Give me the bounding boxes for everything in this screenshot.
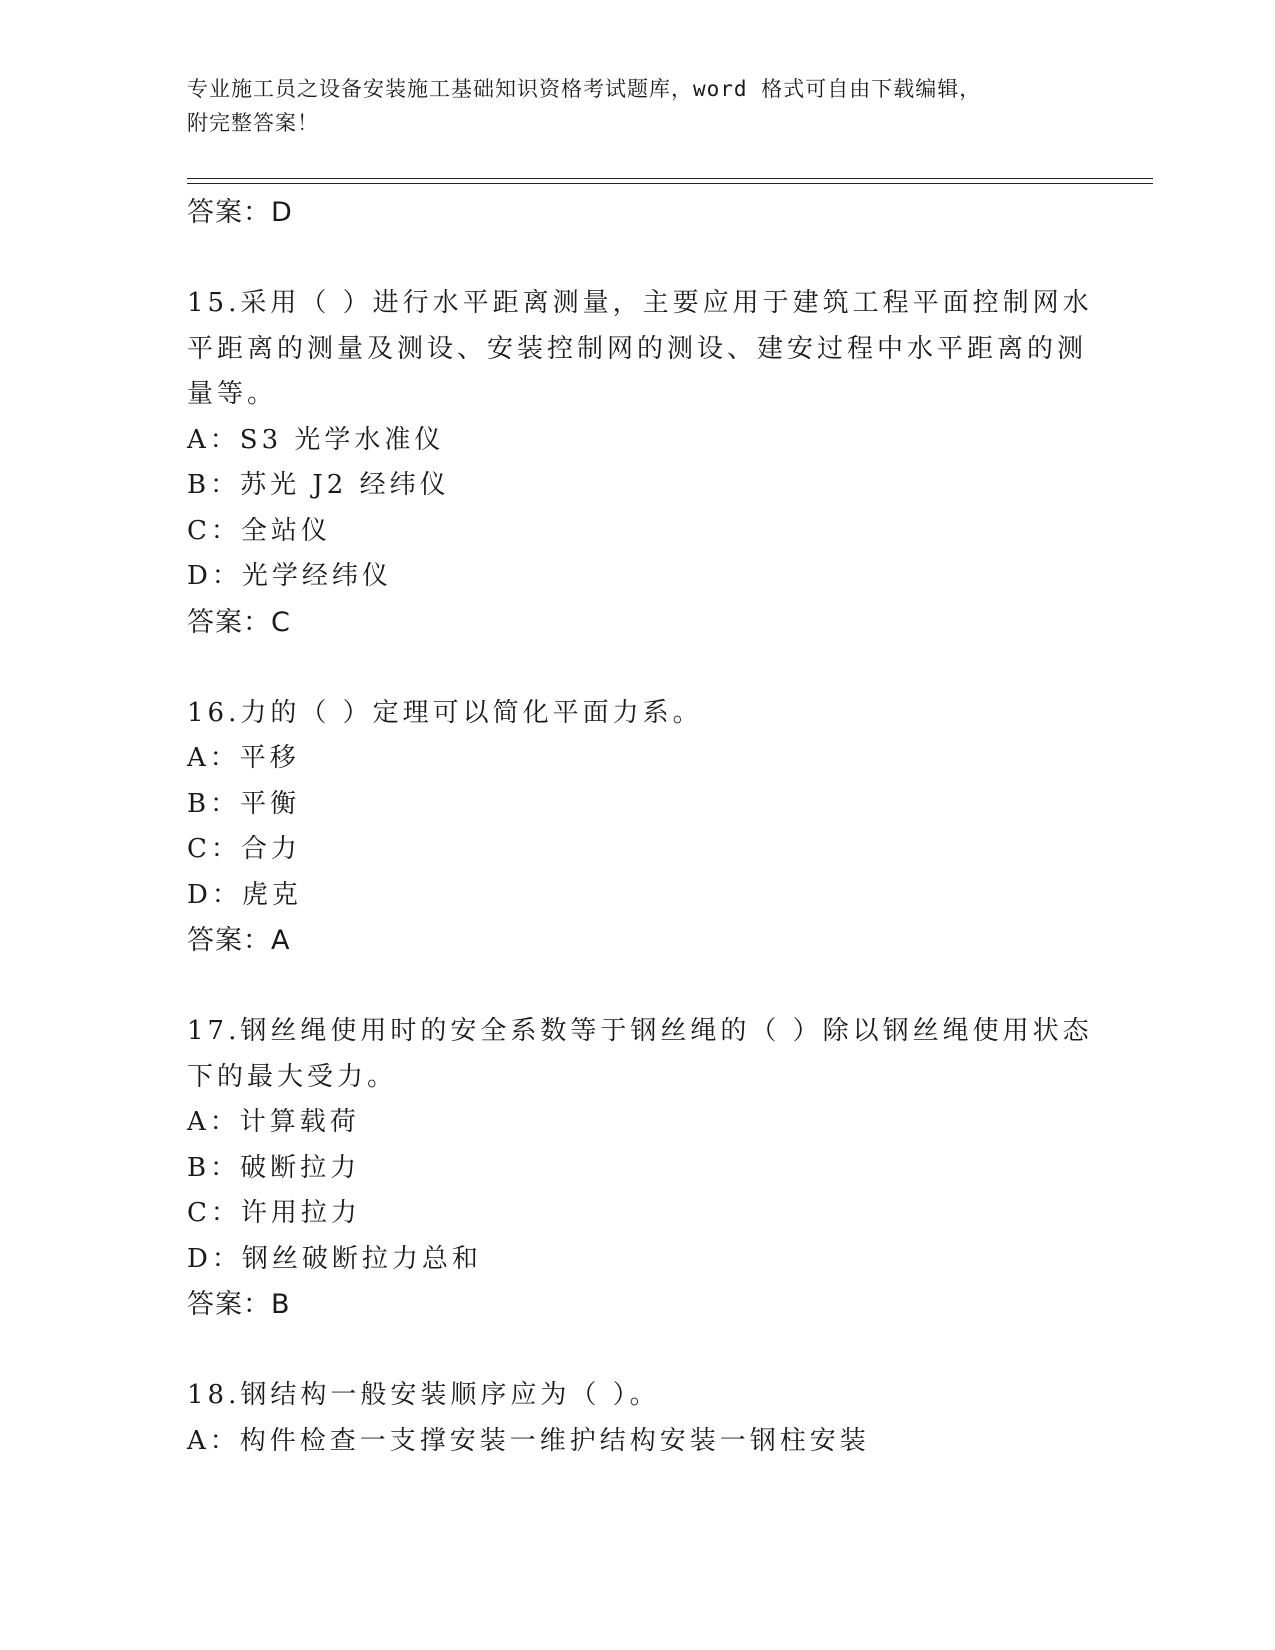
question-16 <box>187 691 1087 964</box>
option-b: B：苏光 J2 经纬仪 <box>187 470 450 500</box>
option-a: A：计算载荷 <box>187 1107 360 1137</box>
option-b: B：破断拉力 <box>187 1152 361 1183</box>
header-divider-bottom <box>187 183 1153 184</box>
document-header <box>187 72 1087 140</box>
option-a: A：S3 光学水准仪 <box>187 424 445 455</box>
option-b: B：平衡 <box>187 788 301 819</box>
question-stem-line: 18.钢结构一般安装顺序应为（ ）。 <box>187 1380 660 1410</box>
question-17 <box>187 1009 1093 1328</box>
answer-line: 答案：A <box>187 925 291 956</box>
option-c: C：合力 <box>187 834 301 864</box>
spacer <box>187 1328 1087 1374</box>
question-stem-line: 下的最大受力。 <box>187 1061 398 1092</box>
answer-line: 答案：B <box>187 1289 291 1320</box>
question-stem-line: 15.采用（ ）进行水平距离测量，主要应用于建筑工程平面控制网水 <box>187 288 1093 318</box>
option-c: C：许用拉力 <box>187 1198 361 1228</box>
header-line-2: 附完整答案！ <box>187 111 319 135</box>
option-a: A：构件检查一支撑安装一维护结构安装一钢柱安装 <box>187 1425 870 1456</box>
spacer <box>187 964 1087 1010</box>
option-d: D：光学经纬仪 <box>187 561 392 591</box>
option-d: D：钢丝破断拉力总和 <box>187 1243 482 1274</box>
header-line-1: 专业施工员之设备安装施工基础知识资格考试题库，word 格式可自由下载编辑， <box>187 77 982 101</box>
answer-line: 答案：C <box>187 606 291 638</box>
option-a: A：平移 <box>187 743 300 773</box>
question-18 <box>187 1373 1087 1464</box>
question-stem-line: 16.力的（ ）定理可以简化平面力系。 <box>187 697 703 728</box>
spacer <box>187 645 1087 691</box>
option-d: D：虎克 <box>187 879 302 910</box>
answer-line: 答案：D <box>187 197 293 228</box>
option-c: C：全站仪 <box>187 515 331 546</box>
spacer <box>187 236 1087 282</box>
header-divider-top <box>187 178 1153 179</box>
question-stem-line: 平距离的测量及测设、安装控制网的测设、建安过程中水平距离的测 <box>187 333 1088 364</box>
question-list <box>187 190 1093 1464</box>
question-stem-line: 量等。 <box>187 379 278 409</box>
question-15 <box>187 281 1093 645</box>
question-stem-line: 17.钢丝绳使用时的安全系数等于钢丝绳的（ ）除以钢丝绳使用状态 <box>187 1016 1093 1046</box>
